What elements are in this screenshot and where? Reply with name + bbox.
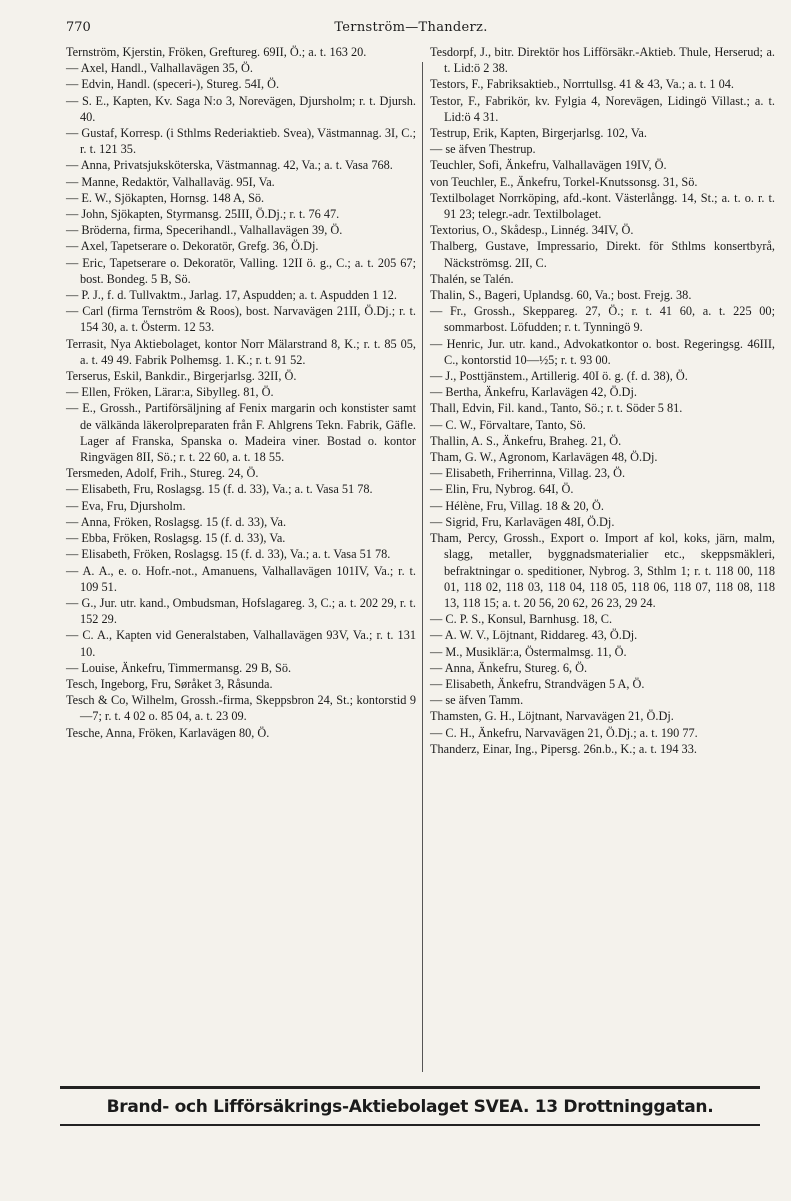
- page-number: 770: [66, 20, 91, 35]
- directory-entry: Thalén, se Talén.: [430, 271, 514, 286]
- right-column: [430, 44, 775, 757]
- directory-entry: — Axel, Handl., Valhallavägen 35, Ö.: [66, 61, 253, 76]
- directory-entry: — C. P. S., Konsul, Barnhusg. 18, C.: [430, 612, 613, 627]
- directory-entry: — C. W., Förvaltare, Tanto, Sö.: [430, 417, 586, 432]
- directory-entry: — Gustaf, Korresp. (i Sthlms Rederiaktieb. Svea), Västmannag. 3I, C.; r. t. 121 35.: [66, 126, 416, 157]
- directory-entry: Thalin, S., Bageri, Uplandsg. 60, Va.; bost. Frejg. 38.: [430, 288, 692, 303]
- page-header: [66, 18, 756, 40]
- directory-entry: — E., Grossh., Partiförsäljning af Fenix margarin och konstister samt de välkända läkerolpreparaten från F. Ahlgrens Tekn. Fabrik, Gäfle. Lager af Franska, Spanska o. Madeira viner. Bostad o. kontor Ringvägen 8II, Sö.; r. t. 22 60, a. t. 18 55.: [66, 401, 416, 465]
- directory-entry: — G., Jur. utr. kand., Ombudsman, Hofslagareg. 3, C.; a. t. 202 29, r. t. 152 29.: [66, 595, 416, 627]
- directory-entry: — Bröderna, firma, Specerihandl., Valhallavägen 39, Ö.: [66, 223, 343, 238]
- directory-entry: — A. A., e. o. Hofr.-not., Amanuens, Valhallavägen 101IV, Va.; r. t. 109 51.: [66, 563, 416, 594]
- directory-entry: — Ebba, Fröken, Roslagsg. 15 (f. d. 33), Va.: [66, 531, 286, 546]
- advertisement-banner: Brand- och Lifförsäkrings-Aktiebolaget SVEA. 13 Drottninggatan.: [106, 1097, 714, 1117]
- directory-entry: — Sigrid, Fru, Karlavägen 48I, Ö.Dj.: [430, 514, 615, 529]
- directory-entry: — Hélène, Fru, Villag. 18 & 20, Ö.: [430, 498, 604, 513]
- directory-entry: — Edvin, Handl. (speceri-), Stureg. 54I, Ö.: [66, 77, 280, 92]
- directory-entry: Tesch & Co, Wilhelm, Grossh.-firma, Skeppsbron 24, St.; kontorstid 9—7; r. t. 4 02 o. 85 04, a. t. 23 09.: [66, 693, 416, 724]
- directory-entry: Thall, Edvin, Fil. kand., Tanto, Sö.; r. t. Söder 5 81.: [430, 401, 683, 416]
- directory-entry: — C. A., Kapten vid Generalstaben, Valhallavägen 93V, Va.; r. t. 131 10.: [66, 628, 416, 659]
- directory-entry: — C. H., Änkefru, Narvavägen 21, Ö.Dj.; a. t. 190 77.: [430, 725, 698, 740]
- directory-entry: Ternström, Kjerstin, Fröken, Greftureg. 69II, Ö.; a. t. 163 20.: [66, 45, 367, 59]
- directory-entry: Testrup, Erik, Kapten, Birgerjarlsg. 102, Va.: [430, 126, 647, 141]
- directory-entry: — Anna, Privatsjuksköterska, Västmannag. 42, Va.; a. t. Vasa 768.: [66, 158, 393, 173]
- advert-rule-top: [60, 1086, 760, 1089]
- directory-entry: — A. W. V., Löjtnant, Riddareg. 43, Ö.Dj.: [430, 628, 638, 643]
- directory-entry: Thalberg, Gustave, Impressario, Direkt. för Sthlms konsertbyrå, Näckströmsg. 2II, C.: [430, 239, 775, 270]
- directory-entry: Testor, F., Fabrikör, kv. Fylgia 4, Norevägen, Lidingö Villast.; a. t. Lid:ö 4 31.: [430, 93, 775, 124]
- directory-entry: — S. E., Kapten, Kv. Saga N:o 3, Norevägen, Djursholm; r. t. Djursh. 40.: [66, 93, 416, 124]
- directory-entry: Thallin, A. S., Änkefru, Braheg. 21, Ö.: [430, 433, 622, 448]
- directory-entry: Tham, G. W., Agronom, Karlavägen 48, Ö.Dj.: [430, 450, 658, 465]
- directory-entry: Tesche, Anna, Fröken, Karlavägen 80, Ö.: [66, 725, 270, 740]
- directory-entry: — Anna, Änkefru, Stureg. 6, Ö.: [430, 660, 588, 675]
- advert-rule-bottom: [60, 1124, 760, 1126]
- directory-entry: — M., Musiklär:a, Östermalmsg. 11, Ö.: [430, 644, 627, 659]
- directory-entry: Terserus, Eskil, Bankdir., Birgerjarlsg. 32II, Ö.: [66, 369, 297, 384]
- directory-entry: — Manne, Redaktör, Valhallaväg. 95I, Va.: [66, 174, 275, 189]
- directory-entry: — Elisabeth, Änkefru, Strandvägen 5 A, Ö.: [430, 676, 645, 691]
- directory-entry: Tersmeden, Adolf, Frih., Stureg. 24, Ö.: [66, 466, 259, 481]
- directory-entry: Teuchler, Sofi, Änkefru, Valhallavägen 19IV, Ö.: [430, 158, 667, 173]
- directory-entry: Terrasit, Nya Aktiebolaget, kontor Norr Mälarstrand 8, K.; r. t. 85 05, a. t. 49 49. Fabrik Polhemsg. 1. K.; r. t. 91 52.: [66, 336, 416, 367]
- directory-entry: — Elisabeth, Friherrinna, Villag. 23, Ö.: [430, 466, 626, 481]
- directory-entry: — Ellen, Fröken, Lärar:a, Sibylleg. 81, Ö.: [66, 385, 274, 400]
- directory-entry: — Bertha, Änkefru, Karlavägen 42, Ö.Dj.: [430, 385, 637, 400]
- directory-entry: Testors, F., Fabriksaktieb., Norrtullsg. 41 & 43, Va.; a. t. 1 04.: [430, 77, 734, 92]
- directory-entry: — Carl (firma Ternström & Roos), bost. Narvavägen 21II, Ö.Dj.; r. t. 154 30, a. t. Österm. 12 53.: [66, 304, 416, 335]
- directory-entry: — Elisabeth, Fröken, Roslagsg. 15 (f. d. 33), Va.; a. t. Vasa 51 78.: [66, 547, 391, 562]
- directory-entry: — Louise, Änkefru, Timmermansg. 29 B, Sö.: [66, 660, 292, 675]
- left-column: [66, 44, 416, 741]
- directory-entry: — Fr., Grossh., Skeppareg. 27, Ö.; r. t. 41 60, a. t. 225 00; sommarbost. Löfudden; r. t. Tynningö 9.: [430, 304, 775, 335]
- directory-entry: — se äfven Thestrup.: [430, 142, 536, 157]
- column-divider: [422, 62, 423, 1072]
- directory-entry: — Axel, Tapetserare o. Dekoratör, Grefg. 36, Ö.Dj.: [66, 239, 319, 254]
- directory-entry: — Anna, Fröken, Roslagsg. 15 (f. d. 33), Va.: [66, 514, 287, 529]
- directory-entry: Tham, Percy, Grossh., Export o. Import af kol, koks, järn, malm, slagg, metaller, byggnadsmaterialier etc., skeppsmäkleri, befraktningar o. speditioner, Nybrog. 3, Sthlm 1; r. t. 118 00, 118 01, 118 02, 118 03, 118 04, 118 05, 118 06, 118 07, 118 08, 118 13, 118 15; a. t. 20 56, 20 62, 26 23, 29 24.: [430, 531, 775, 610]
- directory-entry: — E. W., Sjökapten, Hornsg. 148 A, Sö.: [66, 190, 265, 205]
- directory-entry: — Elisabeth, Fru, Roslagsg. 15 (f. d. 33), Va.; a. t. Vasa 51 78.: [66, 482, 373, 497]
- directory-entry: von Teuchler, E., Änkefru, Torkel-Knutssonsg. 31, Sö.: [430, 174, 698, 189]
- directory-entry: Thanderz, Einar, Ing., Pipersg. 26n.b., K.; a. t. 194 33.: [430, 741, 697, 756]
- directory-entry: — J., Posttjänstem., Artillerig. 40I ö. g. (f. d. 38), Ö.: [430, 369, 688, 384]
- directory-entry: — John, Sjökapten, Styrmansg. 25III, Ö.Dj.; r. t. 76 47.: [66, 207, 340, 222]
- directory-entry: Tesdorpf, J., bitr. Direktör hos Lifförsäkr.-Aktieb. Thule, Herserud; a. t. Lid:ö 2 38.: [430, 45, 775, 76]
- directory-entry: — P. J., f. d. Tullvaktm., Jarlag. 17, Aspudden; a. t. Aspudden 1 12.: [66, 288, 398, 303]
- directory-entry: — Eva, Fru, Djursholm.: [66, 498, 186, 513]
- directory-entry: Textilbolaget Norrköping, afd.-kont. Västerlångg. 14, St.; a. t. o. r. t. 91 23; telegr.-adr. Textilbolaget.: [430, 190, 775, 222]
- directory-entry: — Henric, Jur. utr. kand., Advokatkontor o. bost. Regeringsg. 46III, C., kontorstid 10—½5; r. t. 93 00.: [430, 336, 775, 367]
- directory-entry: — Eric, Tapetserare o. Dekoratör, Valling. 12II ö. g., C.; a. t. 205 67; bost. Bondeg. 5 B, Sö.: [66, 255, 416, 286]
- directory-entry: Textorius, O., Skådesp., Linnég. 34IV, Ö.: [430, 223, 634, 238]
- directory-entry: — Elin, Fru, Nybrog. 64I, Ö.: [430, 482, 574, 497]
- directory-entry: — se äfven Tamm.: [430, 693, 524, 708]
- running-head: Ternström—Thanderz.: [334, 20, 488, 35]
- directory-entry: Thamsten, G. H., Löjtnant, Narvavägen 21, Ö.Dj.: [430, 709, 674, 724]
- directory-entry: Tesch, Ingeborg, Fru, Søråket 3, Råsunda.: [66, 676, 273, 691]
